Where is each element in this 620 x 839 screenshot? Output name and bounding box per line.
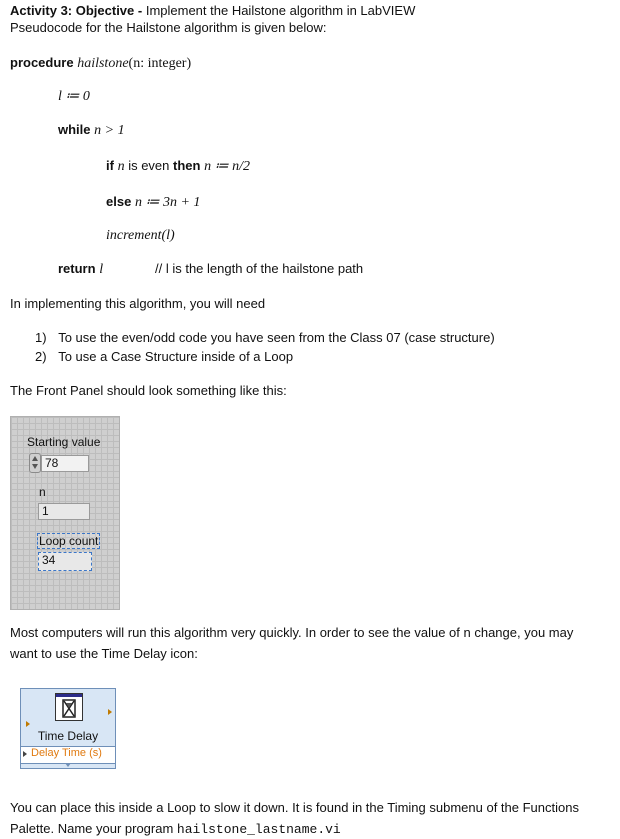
expand-chevron-icon[interactable] <box>65 763 71 767</box>
program-name: hailstone_lastname.vi <box>176 822 341 837</box>
loop-count-indicator: 34 <box>38 552 92 571</box>
paragraph-line <box>10 821 341 837</box>
activity-title <box>10 3 415 18</box>
procedure-keyword: procedure <box>10 55 74 70</box>
activity-title-bold: Activity 3: Objective - <box>10 3 146 18</box>
procedure-line <box>10 55 191 72</box>
procedure-name: hailstone <box>77 56 129 71</box>
up-arrow-icon <box>32 456 38 461</box>
list-item <box>35 349 293 364</box>
else-keyword: else <box>106 194 132 209</box>
list-item <box>35 330 495 345</box>
while-line <box>58 122 125 139</box>
while-condition: n > 1 <box>94 123 125 138</box>
list-item-number: 1) <box>35 330 47 345</box>
loop-count-label: Loop count <box>39 534 99 548</box>
then-expression: n ≔ n/2 <box>204 159 250 174</box>
delay-time-terminal[interactable] <box>21 746 115 764</box>
increment-decrement-arrows[interactable] <box>29 453 41 473</box>
front-panel <box>10 416 120 610</box>
starting-value-label: Starting value <box>27 435 101 449</box>
then-keyword: then <box>173 158 201 173</box>
else-expression: n ≔ 3n + 1 <box>134 195 201 210</box>
list-item-text: To use the even/odd code you have seen from the Class 07 (case structure) <box>58 330 495 345</box>
right-terminal-icon <box>108 709 112 715</box>
list-item-number: 2) <box>35 349 47 364</box>
starting-value-input[interactable]: 78 <box>41 455 89 472</box>
time-delay-icon <box>20 688 116 769</box>
return-keyword: return <box>58 261 96 276</box>
left-terminal-icon <box>26 721 30 727</box>
list-item-text: To use a Case Structure inside of a Loop <box>58 349 294 364</box>
if-keyword: if <box>106 158 114 173</box>
implementing-text: In implementing this algorithm, you will need <box>10 296 266 311</box>
activity-title-rest: Implement the Hailstone algorithm in LabVIEW <box>145 3 416 18</box>
input-arrow-icon <box>23 751 27 757</box>
paragraph-line: Most computers will run this algorithm very quickly. In order to see the value of n change, you may <box>10 625 574 640</box>
hourglass-glyph <box>56 697 82 721</box>
paragraph-text: Palette. Name your program <box>10 821 177 836</box>
paragraph-line: want to use the Time Delay icon: <box>10 646 198 661</box>
else-line <box>106 194 200 211</box>
return-comment: // l is the length of the hailstone path <box>155 261 364 276</box>
return-variable: l <box>99 262 104 277</box>
activity-subtitle: Pseudocode for the Hailstone algorithm is given below: <box>10 20 327 35</box>
delay-time-label: Delay Time (s) <box>31 747 102 759</box>
down-arrow-icon <box>32 464 38 469</box>
if-variable: n <box>117 159 125 174</box>
init-line: l ≔ 0 <box>58 89 90 104</box>
is-even-text: is even <box>128 158 170 173</box>
increment-line: increment(l) <box>106 228 175 243</box>
front-panel-intro: The Front Panel should look something like this: <box>10 383 287 398</box>
if-line <box>106 158 250 175</box>
time-delay-title: Time Delay <box>37 729 99 743</box>
n-indicator: 1 <box>38 503 90 520</box>
while-keyword: while <box>58 122 91 137</box>
return-line <box>58 261 103 278</box>
n-label: n <box>39 485 46 499</box>
procedure-signature: (n: integer) <box>128 56 192 71</box>
paragraph-line: You can place this inside a Loop to slow it down. It is found in the Timing submenu of the Functions <box>10 800 579 815</box>
hourglass-icon <box>55 693 83 721</box>
